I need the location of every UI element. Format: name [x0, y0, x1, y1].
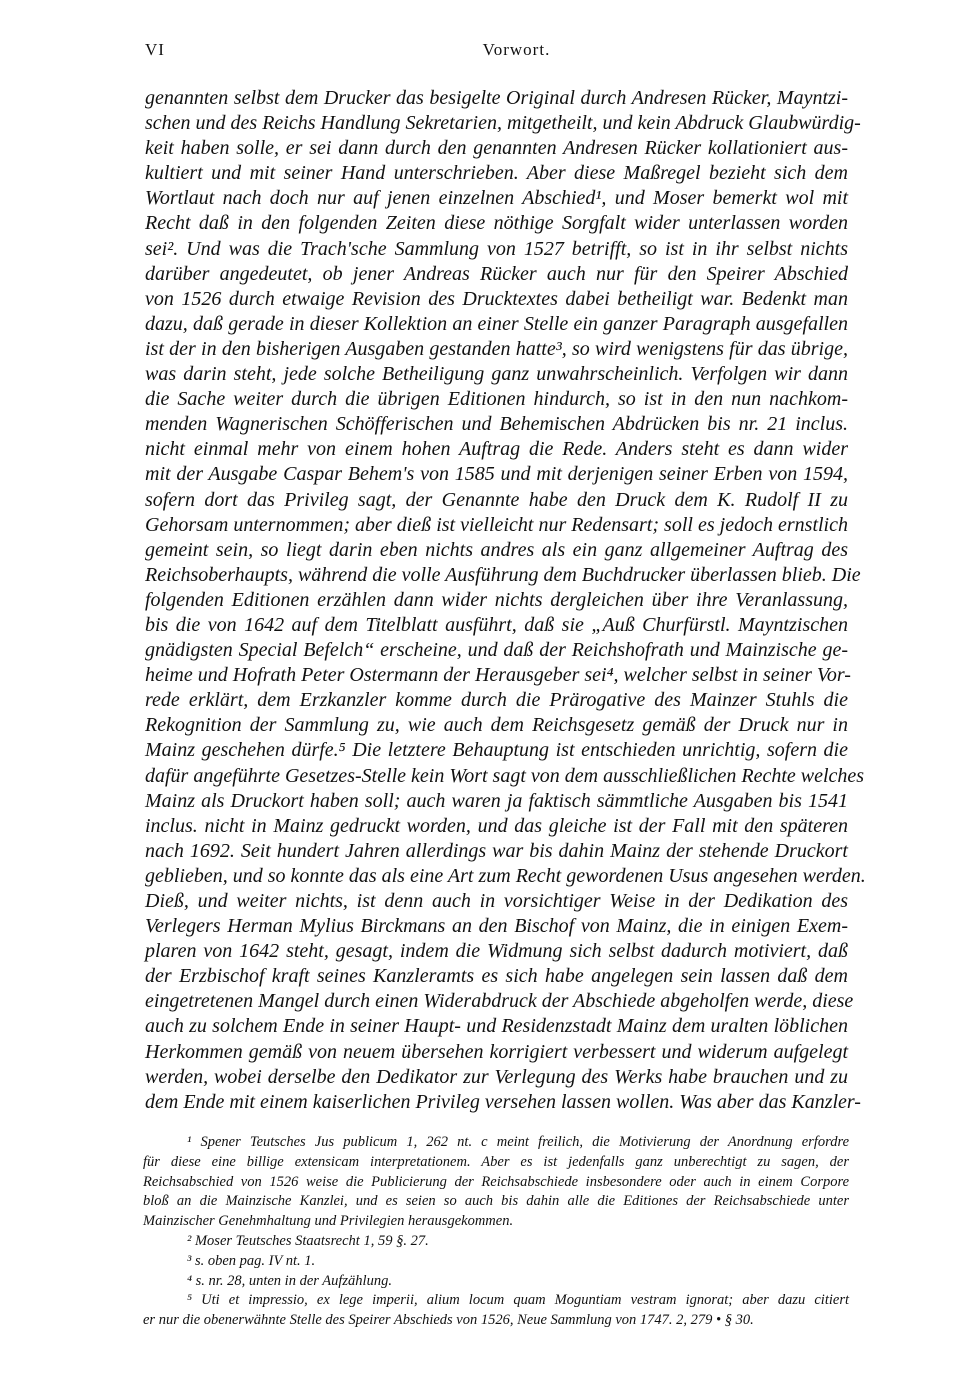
- body-line: genannten selbst dem Drucker das besigelte Original durch Andresen Rücker, Mayntzi-: [145, 87, 848, 109]
- body-line: gemeint sein, so liegt darin eben nichts andres als ein ganz allgemeiner Auftrag des: [145, 538, 848, 561]
- body-line: dazu, daß gerade in dieser Kollektion an einer Stelle ein ganzer Paragraph ausgefallen: [145, 312, 848, 335]
- body-line: die Sache weiter durch die übrigen Editionen hindurch, so ist in den nun nachkom-: [145, 388, 848, 411]
- body-line: sofern dort das Privileg sagt, der Genannte habe den Druck dem K. Rudolf II zu: [145, 488, 848, 511]
- body-line: nicht einmal mehr von einem hohen Auftrag die Rede. Anders steht es dann wider: [145, 438, 848, 461]
- body-line: was darin steht, jede solche Betheiligung ganz unwahrscheinlich. Verfolgen wir dann: [145, 363, 848, 386]
- body-line: nach 1692. Seit hundert Jahren allerdings war bis dahin Mainz der stehende Druckort: [145, 839, 848, 862]
- body-line: inclus. nicht in Mainz gedruckt worden, und das gleiche ist der Fall mit den späteren: [145, 814, 848, 837]
- body-line: darüber angedeutet, ob jener Andreas Rücker auch nur für den Speirer Abschied: [145, 262, 848, 285]
- body-line: auch zu solchem Ende in seiner Haupt- und Residenzstadt Mainz dem uralten löblichen: [145, 1015, 848, 1038]
- footnote-line: ³ s. oben pag. IV nt. 1.: [187, 1252, 316, 1269]
- body-line: ist der in den bisherigen Ausgaben gestanden hatte³, so wird wenigstens für das übrige,: [145, 337, 848, 360]
- body-line: Mainz als Druckort haben soll; auch waren ja faktisch sämmtliche Ausgaben bis 1541: [145, 789, 848, 812]
- body-line: Gehorsam unternommen; aber dieß ist vielleicht nur Redensart; soll es jedoch ernstlich: [145, 513, 848, 536]
- body-line: werden, wobei derselbe den Dedikator zur Verlegung des Werks habe brauchen und zu: [145, 1065, 848, 1088]
- body-text: [145, 86, 866, 1115]
- footnote-line: bloß an die Mainzische Kanzlei, und es seien so auch bis dahin alle die Editiones der Reichsabschiede unter: [143, 1193, 849, 1210]
- footnote-line: ¹ Spener Teutsches Jus publicum 1, 262 nt. c meint freilich, die Motivierung der Anordnung erfordre: [187, 1134, 849, 1150]
- footnote-line: Reichsabschied von 1526 weise die Publicierung der Reichsabschiede insbesondere oder auch in einem Corpore: [143, 1173, 849, 1190]
- body-line: gnädigsten Special Befelch“ erscheine, und daß der Reichshofrath und Mainzische ge-: [145, 639, 848, 662]
- footnote-line: ⁵ Uti et impressio, ex lege imperii, alium locum quam Moguntiam vestram ignorat; aber dazu citiert: [187, 1292, 849, 1309]
- body-line: folgenden Editionen erzählen dann wider nichts dergleichen über ihre Veranlassung,: [145, 588, 848, 611]
- body-line: keit haben solle, er sei dann durch den genannten Andresen Rücker kollationiert aus-: [145, 137, 848, 160]
- body-line: Recht daß in den folgenden Zeiten diese nöthige Sorgfalt wider unterlassen worden: [145, 212, 848, 235]
- footnote-line: Mainzischer Genehmhaltung und Privilegien herausgekommen.: [143, 1213, 514, 1230]
- body-line: der Erzbischof kraft seines Kanzleramts es sich habe angelegen sein lassen daß dem: [145, 965, 848, 988]
- body-line: plaren von 1642 steht, gesagt, indem die Widmung sich selbst dadurch motiviert, daß: [145, 940, 848, 963]
- body-line: eingetretenen Mangel durch einen Widerabdruck der Abschiede abgeholfen werde, diese: [145, 990, 854, 1013]
- body-line: Herkommen gemäß von neuem übersehen korrigiert verbessert und widerum aufgelegt: [145, 1040, 848, 1063]
- body-line: schen und des Reichs Handlung Sekretarien, mitgetheilt, und kein Abdruck Glaubwürdig-: [145, 112, 861, 135]
- body-line: bis die von 1642 auf dem Titelblatt ausführt, daß sie „Auß Churfürstl. Mayntzischen: [145, 613, 848, 636]
- footnote-line: ⁴ s. nr. 28, unten in der Aufzählung.: [187, 1272, 392, 1289]
- body-line: Verlegers Herman Mylius Birckmans an den Bischof von Mainz, die in einigen Exem-: [145, 915, 848, 938]
- body-line: menden Wagnerischen Schöfferischen und Behemischen Abdrücken bis nr. 21 inclus.: [145, 413, 848, 436]
- page-number: VI: [145, 40, 165, 59]
- body-line: Dieß, und weiter nichts, ist denn auch in vorsichtiger Weise in der Dedikation des: [145, 890, 848, 912]
- body-line: kultiert und mit seiner Hand unterschrieben. Aber diese Maßregel bezieht sich dem: [145, 162, 848, 185]
- page-header: [145, 40, 848, 70]
- body-line: Wortlaut nach doch nur auf jenen einzelnen Abschied¹, und Moser bemerkt wol mit: [145, 187, 848, 210]
- body-line: geblieben, und so konnte das als eine Art zum Recht gewordenen Usus angesehen werden.: [145, 864, 866, 887]
- body-line: rede erklärt, dem Erzkanzler komme durch die Prärogative des Mainzer Stuhls die: [145, 689, 848, 712]
- body-line: Reichsoberhaupts, während die volle Ausführung dem Buchdrucker überlassen blieb. Die: [145, 563, 861, 586]
- body-line: dafür angeführte Gesetzes-Stelle kein Wort sagt von dem ausschließlichen Rechte welches: [145, 764, 865, 787]
- body-line: Rekognition der Sammlung zu, wie auch dem Reichsgesetz gemäß der Druck nur in: [145, 714, 848, 737]
- body-line: heime und Hofrath Peter Ostermann der Herausgeber sei⁴, welcher selbst in seiner Vor-: [145, 664, 851, 687]
- footnotes: [143, 1133, 849, 1331]
- body-line: mit der Ausgabe Caspar Behem's von 1585 und mit derjenigen seiner Erben von 1594,: [145, 463, 848, 486]
- footnote-line: ² Moser Teutsches Staatsrecht 1, 59 §. 27.: [187, 1232, 429, 1249]
- body-line: dem Ende mit einem kaiserlichen Privileg versehen lassen wollen. Was aber das Kanzler-: [145, 1090, 861, 1113]
- body-line: von 1526 durch etwaige Revision des Drucktextes dabei betheiligt war. Bedenkt man: [145, 287, 848, 310]
- body-line: sei². Und was die Trach'sche Sammlung von 1527 betrifft, so ist in ihr selbst nichts: [145, 237, 848, 260]
- body-line: Mainz geschehen dürfe.⁵ Die letztere Behauptung ist entschieden unrichtig, sofern die: [145, 739, 848, 762]
- footnote-line: für diese eine billige extensicam interpretationem. Aber es ist jedenfalls ganz unberechtigt zu sagen, der: [143, 1153, 849, 1170]
- running-title: Vorwort.: [482, 40, 551, 59]
- footnote-line: er nur die obenerwähnte Stelle des Speirer Abschieds von 1526, Neue Sammlung von 1747. 2, 279 • § 30.: [143, 1312, 754, 1329]
